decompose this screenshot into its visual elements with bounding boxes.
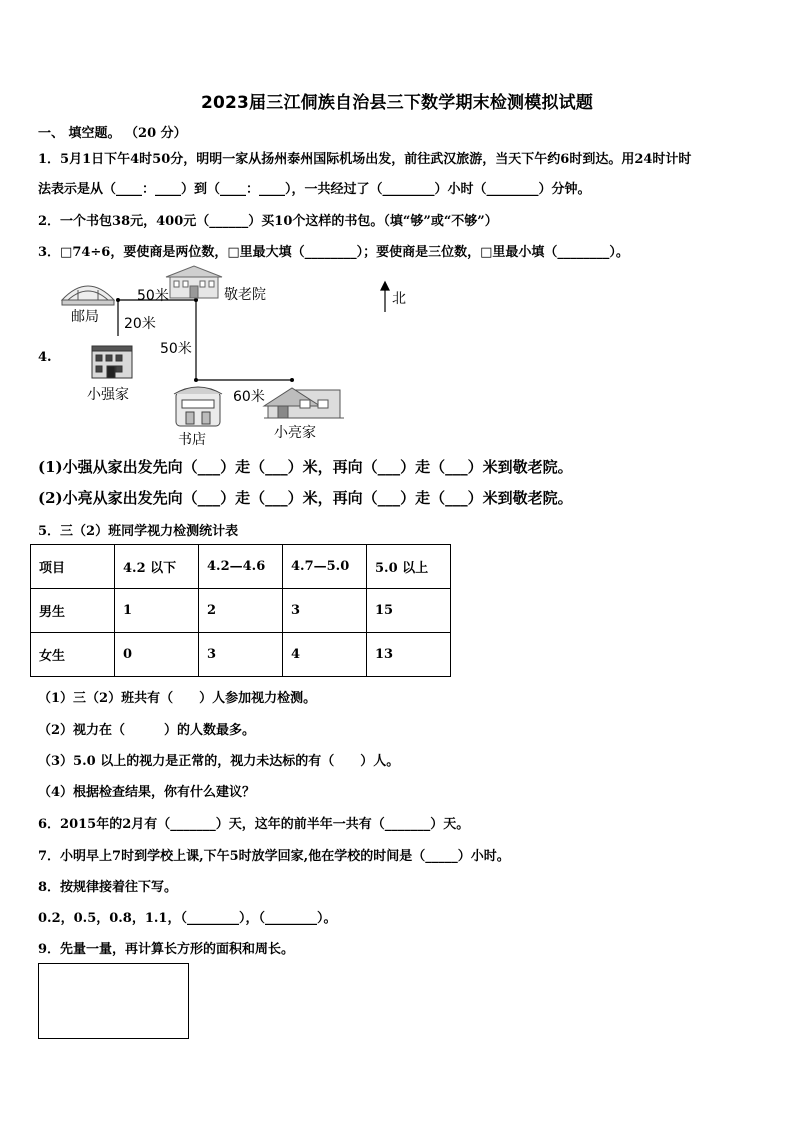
table-cell: 3 [283, 589, 367, 633]
question-2: 2．一个书包38元，400元（______）买10个这样的书包。（填“够”或“不够”） [38, 214, 498, 229]
question-1-line-2: 法表示是从（____：____）到（____：____），一共经过了（________）小时（________）分钟。 [38, 182, 591, 197]
north-arrow-icon [381, 282, 389, 312]
table-cell: 15 [367, 589, 451, 633]
north-label: 北 [392, 291, 406, 307]
question-4-sub-1: (1)小强从家出发先向（___）走（___）米，再向（___）走（___）米到敬老院。 [38, 458, 573, 476]
xiaoqiang-home-icon [92, 346, 132, 378]
table-header-cell: 4.2 以下 [115, 545, 199, 589]
section-heading: 一、 填空题。 （20 分） [38, 126, 187, 141]
table-cell: 4 [283, 633, 367, 677]
question-5-heading: 5．三（2）班同学视力检测统计表 [38, 524, 239, 539]
table-cell: 3 [199, 633, 283, 677]
vision-table [30, 544, 451, 677]
question-8-line-1: 8．按规律接着往下写。 [38, 880, 178, 895]
xiaoliang-home-icon [264, 388, 344, 418]
table-header-cell: 4.2—4.6 [199, 545, 283, 589]
distance-label-middle: 50米 [160, 341, 192, 357]
question-1-line-1: 1．5月1日下午4时50分，明明一家从扬州泰州国际机场出发，前往武汉旅游，当天下午约6时到达。用24时计时 [38, 152, 692, 167]
xiaoqiang-home-label: 小强家 [87, 387, 129, 403]
distance-label-left: 20米 [124, 316, 156, 332]
table-row [31, 633, 451, 677]
route-lines [118, 300, 292, 380]
distance-label-bottom: 60米 [233, 389, 265, 405]
route-dots [116, 298, 294, 382]
question-9: 9．先量一量，再计算长方形的面积和周长。 [38, 942, 295, 957]
table-cell: 男生 [31, 589, 115, 633]
table-cell: 1 [115, 589, 199, 633]
bookstore-icon [174, 387, 222, 426]
question-4-number: 4. [38, 350, 52, 365]
question-5-sub-3: （3）5.0 以上的视力是正常的，视力未达标的有（ ）人。 [38, 754, 400, 769]
xiaoliang-home-label: 小亮家 [274, 425, 316, 441]
distance-label-top: 50米 [137, 288, 169, 304]
question-4-sub-2: (2)小亮从家出发先向（___）走（___）米，再向（___）走（___）米到敬老院。 [38, 489, 573, 507]
post-office-icon [62, 286, 114, 305]
question-5-sub-4: （4）根据检查结果，你有什么建议？ [38, 785, 256, 800]
question-5-sub-1: （1）三（2）班共有（ ）人参加视力检测。 [38, 691, 317, 706]
nursing-home-icon [166, 266, 222, 298]
nursing-home-label: 敬老院 [224, 287, 266, 303]
table-header-row [31, 545, 451, 589]
table-cell: 女生 [31, 633, 115, 677]
question-6: 6．2015年的2月有（_______）天，这年的前半年一共有（_______）天。 [38, 817, 470, 832]
table-row [31, 589, 451, 633]
table-cell: 13 [367, 633, 451, 677]
table-cell: 2 [199, 589, 283, 633]
table-header-cell: 4.7—5.0 [283, 545, 367, 589]
measurement-rectangle [38, 963, 189, 1039]
page-title: 2023届三江侗族自治县三下数学期末检测模拟试题 [200, 93, 594, 113]
question-7: 7．小明早上7时到学校上课,下午5时放学回家,他在学校的时间是（_____）小时。 [38, 849, 510, 864]
question-3: 3．□74÷6，要使商是两位数，□里最大填（________）；要使商是三位数，□里最小填（________）。 [38, 245, 629, 260]
question-5-sub-2: （2）视力在（ ）的人数最多。 [38, 723, 256, 738]
question-8-line-2: 0.2，0.5，0.8，1.1，（________），（________）。 [38, 911, 337, 926]
table-cell: 0 [115, 633, 199, 677]
table-header-cell: 项目 [31, 545, 115, 589]
table-header-cell: 5.0 以上 [367, 545, 451, 589]
bookstore-label: 书店 [178, 432, 206, 448]
post-office-label: 邮局 [71, 309, 99, 325]
